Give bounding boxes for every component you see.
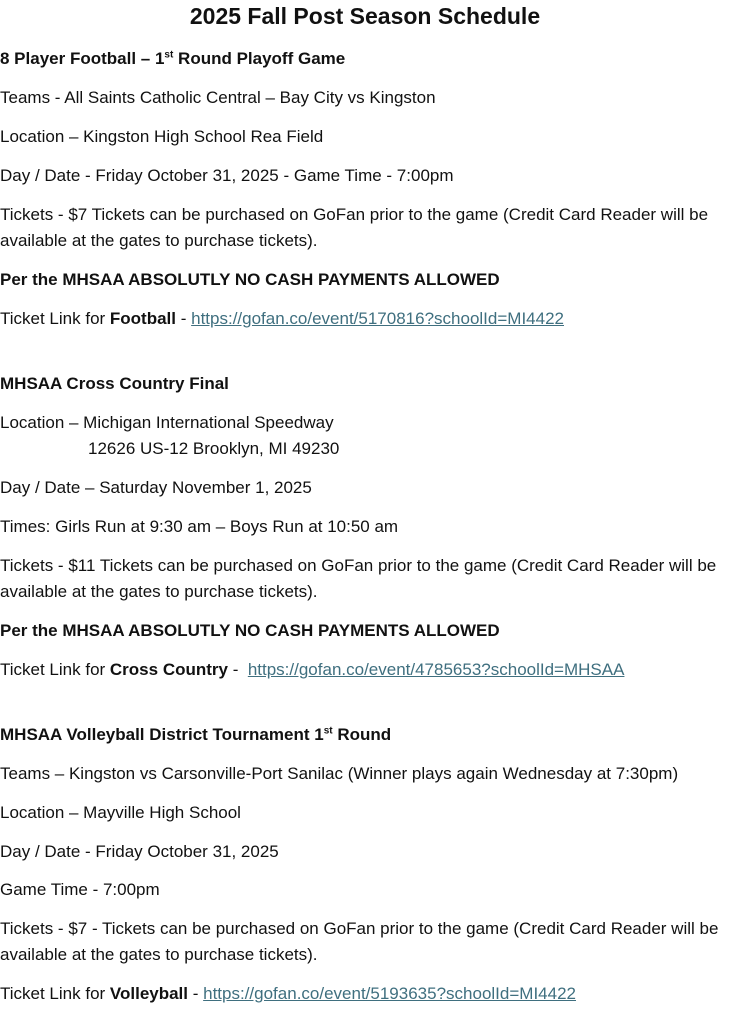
football-date: Day / Date - Friday October 31, 2025 - Game Time - 7:00pm [0, 166, 454, 185]
volleyball-game-time: Game Time - 7:00pm [0, 880, 160, 899]
volleyball-heading-sup: st [323, 725, 333, 737]
football-ticket-link-line [0, 306, 564, 332]
volleyball-teams: Teams – Kingston vs Carsonville-Port Sanilac (Winner plays again Wednesday at 7:30pm) [0, 764, 679, 783]
volleyball-heading-text: MHSAA Volleyball District Tournament 1 [0, 725, 324, 744]
volleyball-date: Day / Date - Friday October 31, 2025 [0, 842, 279, 861]
cross-country-ticket-link-line [0, 657, 624, 683]
football-link-sep: - [176, 309, 192, 328]
cross-country-address: 12626 US-12 Brooklyn, MI 49230 [88, 439, 340, 458]
football-heading-text: 8 Player Football – 1 [0, 49, 165, 68]
football-location: Location – Kingston High School Rea Field [0, 127, 324, 146]
cross-country-tickets: Tickets - $11 Tickets can be purchased on GoFan prior to the game (Credit Card Reader will be available at the gates to purchase tickets). [0, 556, 717, 601]
football-link-sport: Football [109, 309, 177, 328]
volleyball-heading [0, 722, 391, 748]
cross-country-date: Day / Date – Saturday November 1, 2025 [0, 478, 312, 497]
football-teams: Teams - All Saints Catholic Central – Bay City vs Kingston [0, 88, 436, 107]
football-tickets: Tickets - $7 Tickets can be purchased on GoFan prior to the game (Credit Card Reader will be available at the gates to purchase tickets). [0, 205, 709, 250]
cross-country-ticket-link[interactable]: https://gofan.co/event/4785653?schoolId=MHSAA [247, 660, 625, 679]
cross-country-heading: MHSAA Cross Country Final [0, 374, 229, 393]
volleyball-location: Location – Mayville High School [0, 803, 241, 822]
page-title: 2025 Fall Post Season Schedule [189, 3, 541, 29]
volleyball-link-sport: Volleyball [109, 984, 189, 1003]
cross-country-link-sep: - [227, 660, 248, 679]
football-heading-sup: st [164, 49, 174, 61]
cross-country-link-label: Ticket Link for [0, 660, 110, 679]
football-cash-notice: Per the MHSAA ABSOLUTLY NO CASH PAYMENTS ALLOWED [0, 270, 500, 289]
cross-country-location: Location – Michigan International Speedway [0, 413, 334, 432]
football-heading-rest: Round Playoff Game [173, 49, 346, 68]
volleyball-ticket-link-line [0, 981, 576, 1007]
cross-country-cash-notice: Per the MHSAA ABSOLUTLY NO CASH PAYMENTS ALLOWED [0, 621, 500, 640]
volleyball-link-label: Ticket Link for [0, 984, 110, 1003]
volleyball-link-sep: - [188, 984, 204, 1003]
football-link-label: Ticket Link for [0, 309, 110, 328]
volleyball-heading-rest: Round [332, 725, 392, 744]
football-heading [0, 46, 345, 72]
cross-country-times: Times: Girls Run at 9:30 am – Boys Run at 10:50 am [0, 517, 399, 536]
volleyball-tickets: Tickets - $7 - Tickets can be purchased on GoFan prior to the game (Credit Card Reader will be available at the gates to purchase tickets). [0, 919, 719, 964]
volleyball-ticket-link[interactable]: https://gofan.co/event/5193635?schoolId=MI4422 [203, 984, 576, 1003]
cross-country-link-sport: Cross Country [109, 660, 228, 679]
football-ticket-link[interactable]: https://gofan.co/event/5170816?schoolId=MI4422 [191, 309, 564, 328]
